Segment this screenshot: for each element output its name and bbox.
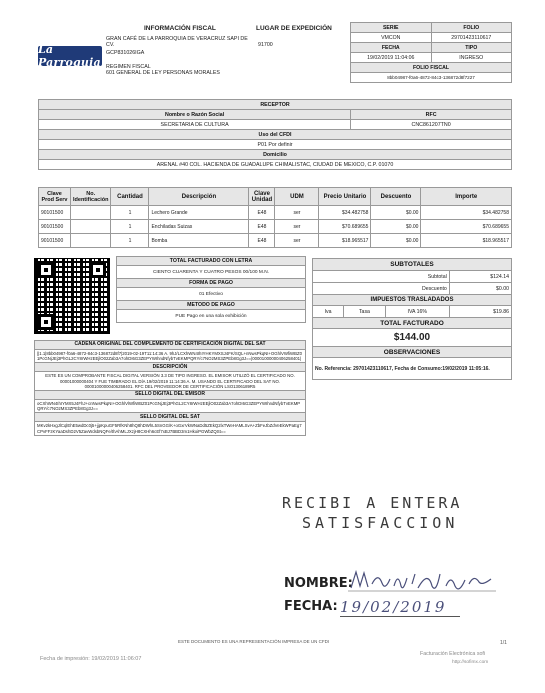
table-row	[39, 220, 512, 234]
cadena-title: CADENA ORIGINAL DEL COMPLEMENTO DE CERTIFICACIÓN DIGITAL DEL SAT	[35, 341, 306, 350]
cadena-value: ||1.1|8bb04987-f0a6-4872-84c3-136872d8f7|2019-02-19T11:14:36 A. 9hJ/LCXhWN4IhIYHKYMXSJ4FK/SQL+nNwsPkqNI+OGhlVWfiWBZ01PcGNjJEj3PhGL2CY8rWHzEEjlO02Zab3A7ohDI6G3ZEPYWIhndNfybTvEKMPQRY/c7NO2MS3ZPEb8Gg3J==|00001000000406258401|	[35, 350, 306, 363]
sello-emisor-value: oCXhWN4IhIYMX5J4FhJ+cnNwsPkqNI+OGhlVlWfiWBZ01PcGNjJEj3PhGL2CY8rWHzEEjlO02Zab3A7ohDI6G3ZEPYWIhndNfybTvEKMPQRY/c7NO2MS3ZPEb8Gg3J==	[35, 400, 306, 413]
cell: $70.689655	[421, 220, 512, 234]
sat-table	[34, 340, 306, 436]
cell: $0.00	[371, 220, 421, 234]
regime-value: 601 GENERAL DE LEY PERSONAS MORALES	[106, 70, 220, 76]
serie-label: SERIE	[351, 23, 432, 33]
cell: $0.00	[371, 206, 421, 220]
regime-label: REGIMEN FISCAL	[106, 64, 151, 70]
col-header: Descripción	[149, 188, 249, 206]
print-date: Fecha de impresión: 19/02/2019 11:06:07	[40, 656, 142, 662]
cell	[71, 234, 111, 248]
cell: ser	[275, 220, 319, 234]
provider-name: Facturación Electrónica sofi	[420, 651, 486, 657]
metodo-pago-value: PUE Pago en una sola exhibición	[117, 310, 306, 323]
descripcion-title: DESCRIPCIÓN	[35, 363, 306, 372]
receptor-rfc-value: CNC861207TN0	[351, 120, 512, 130]
subtotal-label: Subtotal	[313, 271, 450, 283]
page-number: 1/1	[500, 640, 507, 646]
provider-url[interactable]: http://sofimx.com	[452, 660, 489, 665]
observaciones-value: No. Referencia: 29701423110617, Fecha de Consumo:19/02/2019 11:05:16.	[313, 358, 512, 380]
forma-pago-value: 01 Efectivo	[117, 288, 306, 301]
col-header: Cantidad	[111, 188, 149, 206]
descripcion-value: ESTE ES UN COMPROBANTE FISCAL DIGITAL VERSIÓN 3.3 DE TIPO INGRESO. EL EMISOR UTILIZÓ EL CERTIFICADO NO. 00001000000404 Y FUE TIMBRADO EL DÍA 19/02/2019 11:14:36 A. M. USANDO EL CERTIFICADO DEL SAT NO. 00001000000406258401. RFC DEL PROVEEDOR DE CERTIFICACIÓN LSO1306189R5	[35, 372, 306, 391]
signature-name	[348, 566, 498, 594]
cell: 90101500	[39, 206, 71, 220]
total-facturado-value: $144.00	[313, 329, 512, 347]
stamp-line-2: SATISFACCION	[302, 514, 459, 532]
fiscal-info-title: INFORMACIÓN FISCAL	[144, 25, 216, 32]
impuestos-title: IMPUESTOS TRASLADADOS	[313, 295, 512, 306]
sello-emisor-title: SELLO DIGITAL DEL EMISOR	[35, 391, 306, 400]
cell: $34.482758	[319, 206, 371, 220]
tipo-label: TIPO	[431, 43, 512, 53]
nombre-label: NOMBRE:	[284, 576, 353, 591]
cell: $18.965517	[319, 234, 371, 248]
folio-value: 29701423110617	[431, 33, 512, 43]
receptor-title: RECEPTOR	[39, 100, 512, 110]
invoice-info-table	[350, 22, 512, 83]
cell: ser	[275, 234, 319, 248]
table-row	[39, 234, 512, 248]
issue-place-title: LUGAR DE EXPEDICIÓN	[256, 25, 332, 32]
cell: 90101500	[39, 220, 71, 234]
cell: 1	[111, 206, 149, 220]
cell: $0.00	[371, 234, 421, 248]
cell: E48	[249, 206, 275, 220]
items-table	[38, 187, 512, 248]
subtotals-table	[312, 258, 512, 380]
tipo-value: INGRESO	[431, 53, 512, 63]
domicilio-label: Domicilio	[39, 150, 512, 160]
receptor-rfc-label: RFC	[351, 110, 512, 120]
cell: $34.482758	[421, 206, 512, 220]
observaciones-title: OBSERVACIONES	[313, 347, 512, 358]
col-header: Precio Unitario	[319, 188, 371, 206]
cell: E48	[249, 234, 275, 248]
table-row	[39, 206, 512, 220]
folio-fiscal-label: FOLIO FISCAL	[351, 63, 512, 73]
cell	[71, 206, 111, 220]
cfdi-use-label: Uso del CFDI	[39, 130, 512, 140]
emitter-name: GRAN CAFÉ DE LA PARROQUIA DE VERACRUZ SAPI DE CV.	[106, 36, 248, 49]
sello-sat-title: SELLO DIGITAL DEL SAT	[35, 413, 306, 422]
cell: 1	[111, 220, 149, 234]
issue-place-value: 91700	[258, 42, 273, 48]
folio-fiscal-value: 8bb04987-f0a6-4872-84c3-136872d8f7227	[351, 73, 512, 83]
col-header: Importe	[421, 188, 512, 206]
col-header: Clave Unidad	[249, 188, 275, 206]
cell: 90101500	[39, 234, 71, 248]
cell: ser	[275, 206, 319, 220]
sello-sat-value: MKv2kHxgJlCqlEhE5wdDc0j5+jjpKpuGF5RfKNh8hQ8hDWhL5SnGG/K+oGxrVkWNaDd5ZEkQ2lxTWeHAMLSvA+ZbFeJbZdVeEkWPaEg7CPvFFzKYaaDshD2V5ZavWdsbNQFe/thAhMLJXzjH8CXHh6cEf7xBJ7BBD3m1HkoiPGWbZQSt==	[35, 422, 306, 435]
col-header: Descuento	[371, 188, 421, 206]
receptor-name-value: SECRETARIA DE CULTURA	[39, 120, 351, 130]
fecha-value: 19/02/2019 11:04:06	[351, 53, 432, 63]
iva-type: Tasa	[344, 306, 386, 318]
iva-rate: IVA 16%	[385, 306, 449, 318]
descuento-value: $0.00	[449, 283, 511, 295]
fecha-label: FECHA	[351, 43, 432, 53]
total-facturado-title: TOTAL FACTURADO	[313, 318, 512, 329]
metodo-pago-label: METODO DE PAGO	[117, 301, 306, 310]
fecha-label: FECHA:	[284, 599, 338, 614]
qr-code	[34, 258, 110, 334]
receptor-name-label: Nombre o Razón Social	[39, 110, 351, 120]
subtotal-value: $124.14	[449, 271, 511, 283]
cell: 1	[111, 234, 149, 248]
domicilio-value: ARENAL #40 COL. HACIENDA DE GUADALUPE CHIMALISTAC, CIUDAD DE MEXICO, C.P. 01070	[39, 160, 512, 170]
stamp-line-1: RECIBI A ENTERA	[282, 494, 463, 512]
cell: E48	[249, 220, 275, 234]
subtotales-title: SUBTOTALES	[313, 259, 512, 271]
cell: $70.689655	[319, 220, 371, 234]
col-header: No. Identificación	[71, 188, 111, 206]
serie-value: VMCON	[351, 33, 432, 43]
cell: Lechero Grande	[149, 206, 249, 220]
cfdi-use-value: P01 Por definir	[39, 140, 512, 150]
iva-amount: $19.86	[449, 306, 511, 318]
cell: Bomba	[149, 234, 249, 248]
cell	[71, 220, 111, 234]
iva-base: Iva	[313, 306, 344, 318]
col-header: UDM	[275, 188, 319, 206]
total-words-title: TOTAL FACTURADO CON LETRA	[117, 257, 306, 266]
emitter-rfc: GCP831026IGA	[106, 50, 145, 56]
receptor-table	[38, 99, 512, 170]
company-logo: La Parroquia	[38, 43, 101, 69]
payment-table	[116, 256, 306, 323]
total-words-value: CIENTO CUARENTA Y CUATRO PESOS 00/100 M.N.	[117, 266, 306, 279]
cell: $18.965517	[421, 234, 512, 248]
forma-pago-label: FORMA DE PAGO	[117, 279, 306, 288]
representation-note: ESTE DOCUMENTO ES UNA REPRESENTACIÓN IMPRESA DE UN CFDI	[178, 639, 330, 644]
descuento-label: Descuento	[313, 283, 450, 295]
cell: Enchiladas Suizas	[149, 220, 249, 234]
signature-date: 19/02/2019	[340, 598, 460, 617]
col-header: Clave Prod Serv	[39, 188, 71, 206]
folio-label: FOLIO	[431, 23, 512, 33]
